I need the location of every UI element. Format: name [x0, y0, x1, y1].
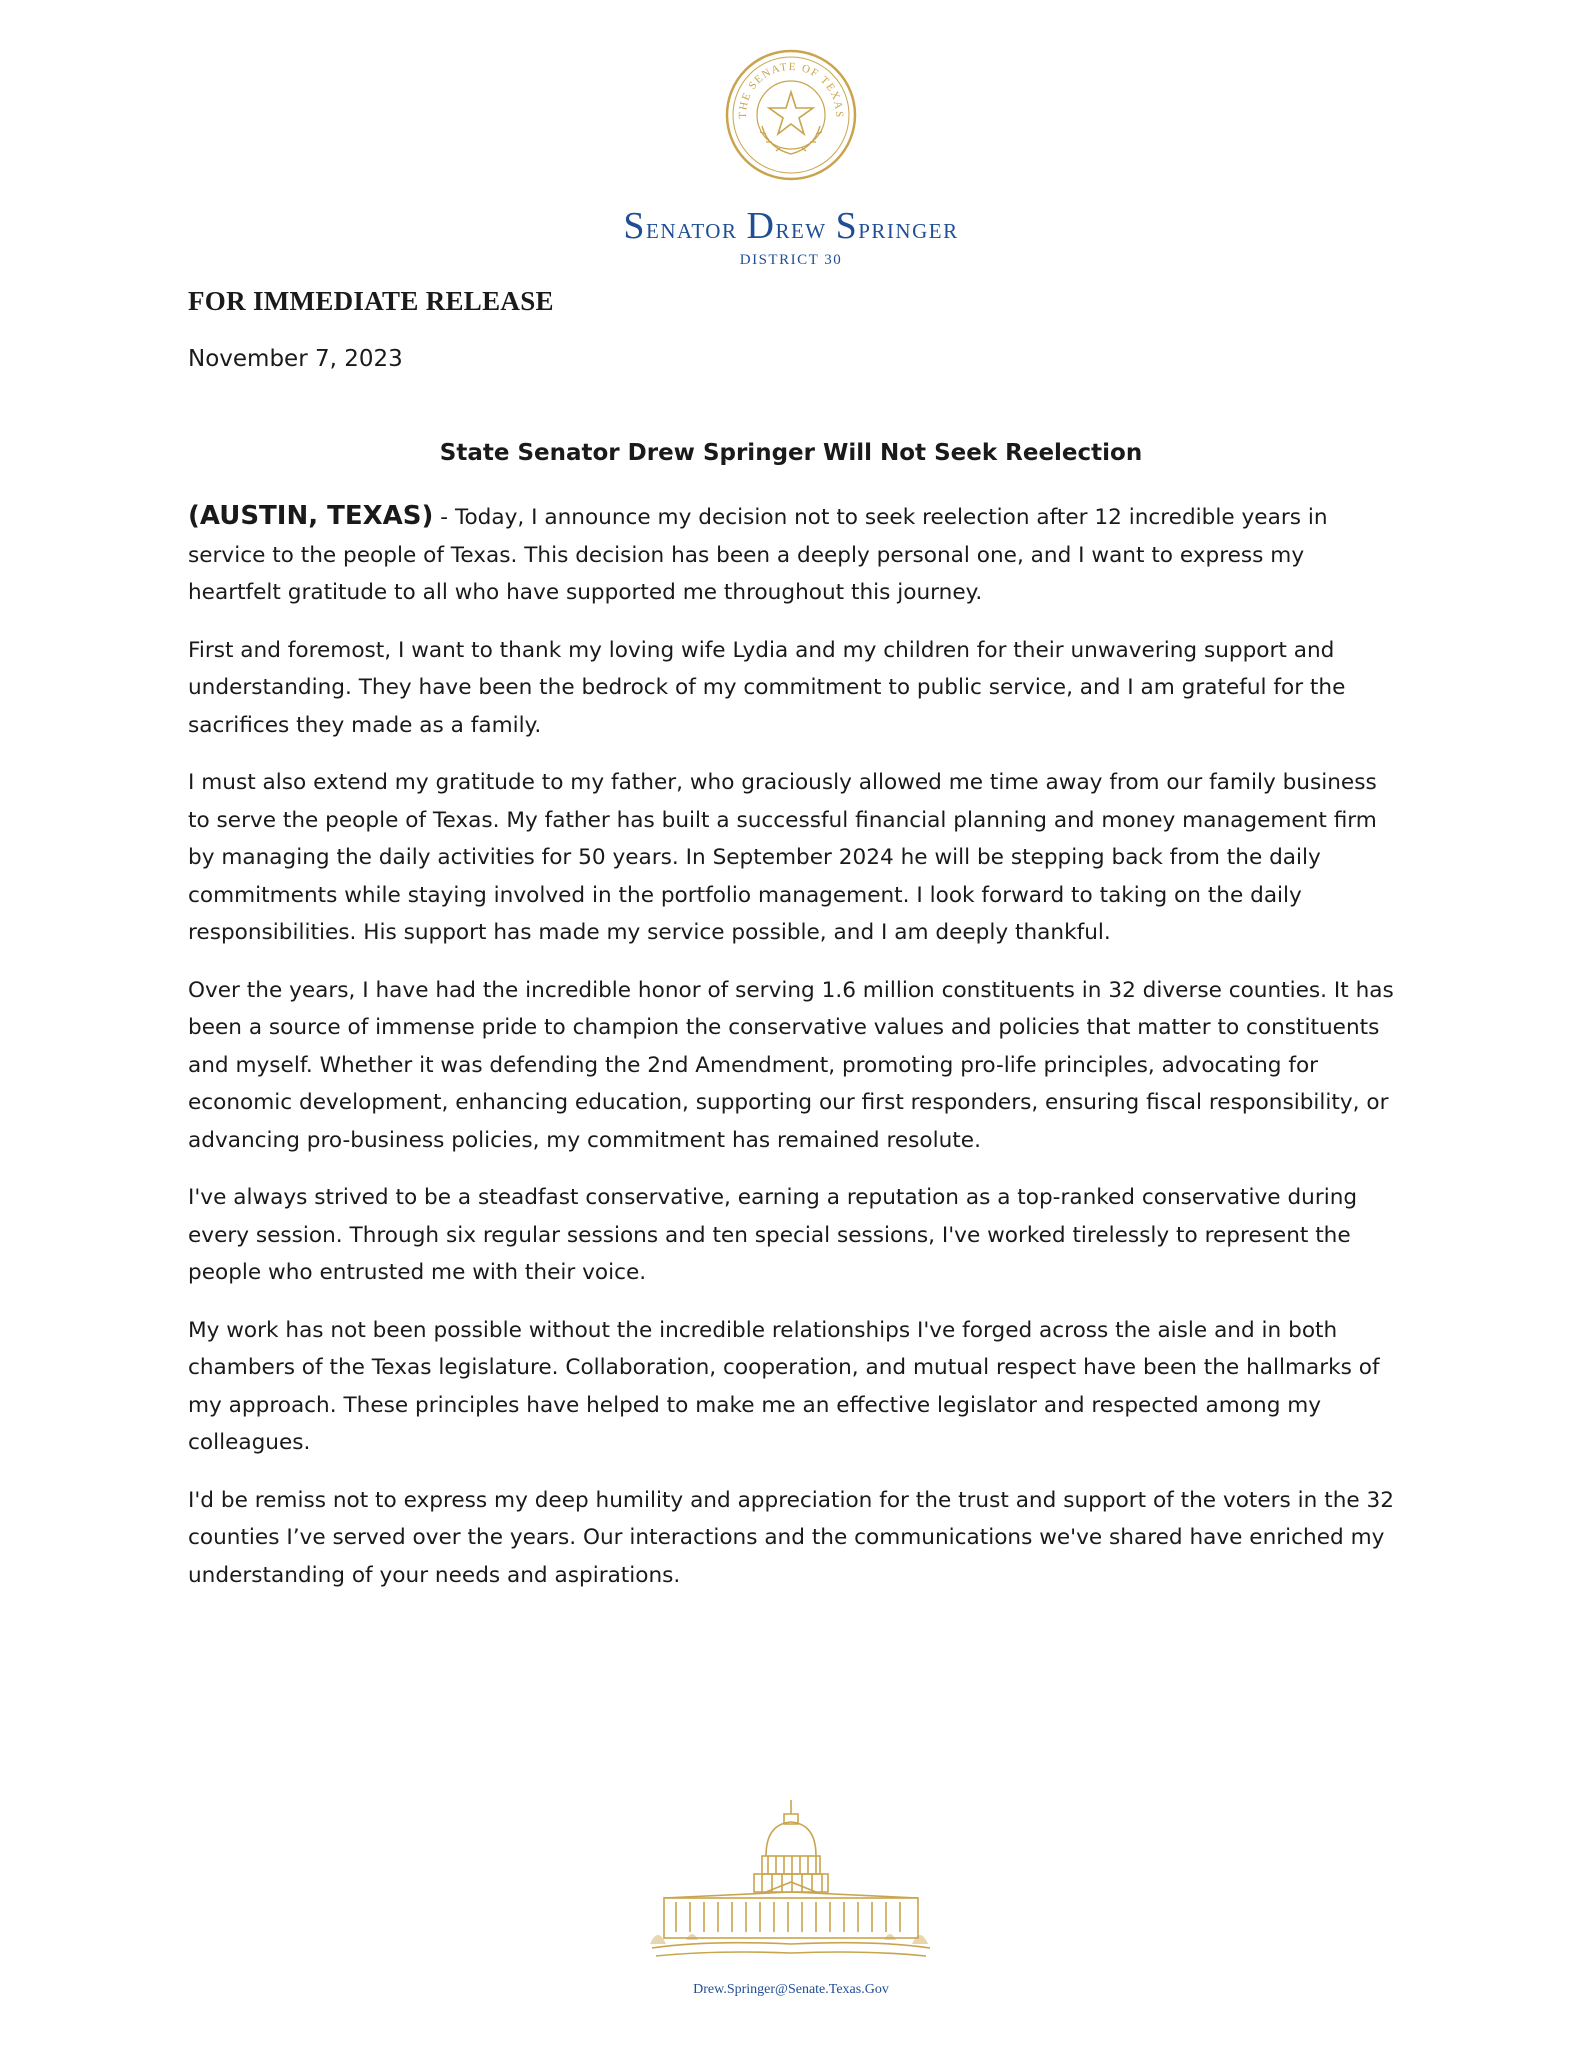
- footer-email: Drew.Springer@Senate.Texas.Gov: [693, 1982, 889, 1997]
- paragraph-7: I'd be remiss not to express my deep humility and appreciation for the trust and support of the voters in the 32 counties I’ve served over the years. Our interactions and the communications we've shared have enriched my understanding of your needs and aspirations.: [188, 1487, 1395, 1588]
- release-label: FOR IMMEDIATE RELEASE: [188, 286, 554, 316]
- paragraph-3: I must also extend my gratitude to my father, who graciously allowed me time away from our family business to serve the people of Texas. My father has built a successful financial planning and money management firm by managing the daily activities for 50 years. In September 2024 he will be stepping back from the daily commitments while staying involved in the portfolio management. I look forward to taking on the daily responsibilities. His support has made my service possible, and I am deeply thankful.: [188, 770, 1377, 945]
- district-label: DISTRICT 30: [739, 252, 843, 268]
- paragraph-1: [188, 498, 1400, 612]
- seal-text: THE SENATE OF TEXAS: [736, 60, 846, 119]
- senator-name: Senator Drew Springer: [623, 205, 959, 247]
- release-date: November 7, 2023: [188, 346, 403, 372]
- paragraph-5: I've always strived to be a steadfast conservative, earning a reputation as a top-ranked conservative during every session. Through six regular sessions and ten special sessions, I've worked tirelessly to represent the people who entrusted me with their voice.: [188, 1185, 1358, 1285]
- paragraph-4: Over the years, I have had the incredible honor of serving 1.6 million constituents in 32 diverse counties. It has been a source of immense pride to champion the conservative values and policies that matter to constituents and myself. Whether it was defending the 2nd Amendment, promoting pro-life principles, advocating for economic development, enhancing education, supporting our first responders, ensuring fiscal responsibility, or advancing pro-business policies, my commitment has remained resolute.: [188, 977, 1394, 1153]
- paragraph-1-text: - Today, I announce my decision not to seek reelection after 12 incredible years in service to the people of Texas. This decision has been a deeply personal one, and I want to express my heartfelt gratitude to all who have supported me throughout this journey.: [188, 505, 1328, 605]
- paragraph-2: First and foremost, I want to thank my loving wife Lydia and my children for their unwavering support and understanding. They have been the bedrock of my commitment to public service, and I am grateful for the sacrifices they made as a family.: [188, 637, 1346, 738]
- dateline: (AUSTIN, TEXAS): [188, 501, 434, 531]
- capitol-building-icon: [646, 1798, 936, 1968]
- headline: State Senator Drew Springer Will Not Seek Reelection: [439, 440, 1143, 466]
- senate-seal-icon: [724, 48, 858, 182]
- press-release-body: [188, 498, 1400, 1614]
- footer: [0, 1798, 1582, 1998]
- letterhead: [0, 48, 1582, 269]
- paragraph-6: My work has not been possible without the incredible relationships I've forged across the aisle and in both chambers of the Texas legislature. Collaboration, cooperation, and mutual respect have been the hallmarks of my approach. These principles have helped to make me an effective legislator and respected among my colleagues.: [188, 1317, 1380, 1455]
